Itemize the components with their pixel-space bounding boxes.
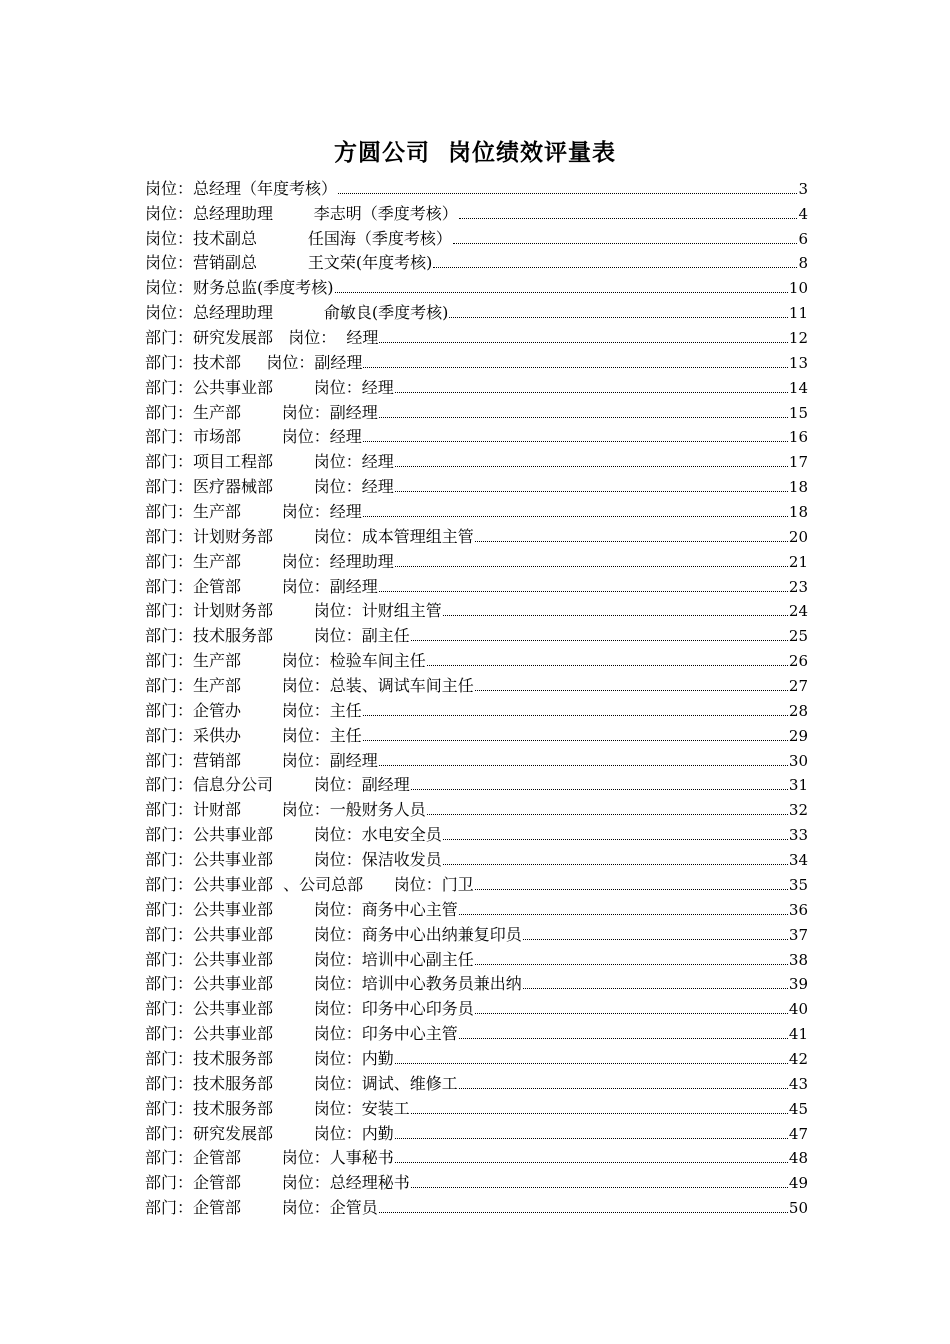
toc-dot-leader [475,889,788,890]
toc-page-number: 31 [788,776,808,795]
toc-entry-text: 部门：生产部 岗位：经理 [145,502,362,522]
toc-entry-text: 部门：公共事业部 岗位：培训中心教务员兼出纳 [145,974,522,994]
toc-entry-text: 部门：公共事业部 岗位：培训中心副主任 [145,949,474,969]
toc-entry[interactable] [145,1145,808,1170]
toc-page-number: 30 [788,751,808,770]
toc-entry-text: 岗位：总经理（年度考核） [145,178,338,198]
toc-page-number: 17 [788,453,808,472]
toc-page-number: 18 [788,478,808,497]
toc-page-number: 15 [788,403,808,422]
toc-entry-text: 部门：公共事业部 岗位：商务中心出纳兼复印员 [145,924,522,944]
toc-entry-text: 岗位：财务总监(季度考核) [145,278,334,298]
toc-dot-leader [363,441,788,442]
toc-entry-text: 部门：公共事业部 、公司总部 岗位：门卫 [145,874,474,894]
toc-page-number: 35 [788,875,808,894]
toc-dot-leader [379,417,788,418]
toc-dot-leader [395,1063,788,1064]
toc-dot-leader [379,591,788,592]
toc-dot-leader [379,1212,788,1213]
toc-entry[interactable] [145,896,808,921]
toc-entry[interactable] [145,1070,808,1095]
toc-entry-text: 部门：计划财务部 岗位：成本管理组主管 [145,526,474,546]
toc-entry-text: 部门：技术服务部 岗位：内勤 [145,1048,394,1068]
toc-entry[interactable] [145,846,808,871]
toc-entry-text: 部门：项目工程部 岗位：经理 [145,452,394,472]
toc-page-number: 28 [788,701,808,720]
toc-entry[interactable] [145,995,808,1020]
toc-entry[interactable] [145,274,808,299]
toc-entry-text: 部门：企管办 岗位：主任 [145,700,362,720]
toc-entry[interactable] [145,523,808,548]
toc-dot-leader [475,690,788,691]
toc-page-number: 36 [788,900,808,919]
toc-page-number: 3 [798,179,808,198]
toc-entry-text: 部门：公共事业部 岗位：水电安全员 [145,825,442,845]
toc-page-number: 26 [788,652,808,671]
toc-entry-text: 部门：研究发展部 岗位： 经理 [145,328,379,348]
toc-page-number: 18 [788,503,808,522]
toc-entry-text: 部门：技术服务部 岗位：副主任 [145,626,410,646]
toc-dot-leader [411,1113,788,1114]
toc-entry[interactable] [145,324,808,349]
toc-dot-leader [443,615,788,616]
toc-dot-leader [411,789,788,790]
toc-entry-text: 岗位：总经理助理 俞敏良(季度考核) [145,303,449,323]
toc-entry-text: 部门：公共事业部 岗位：印务中心印务员 [145,999,474,1019]
toc-entry-text: 部门：生产部 岗位：检验车间主任 [145,651,426,671]
toc-page-number: 8 [798,254,808,273]
toc-entry-text: 部门：生产部 岗位：总装、调试车间主任 [145,676,474,696]
toc-dot-leader [395,566,788,567]
toc-entry-text: 岗位：技术副总 任国海（季度考核） [145,228,452,248]
toc-dot-leader [459,1088,788,1089]
toc-page-number: 13 [788,353,808,372]
toc-entry-text: 部门：企管部 岗位：人事秘书 [145,1148,394,1168]
toc-dot-leader [395,466,788,467]
toc-page-number: 49 [788,1174,808,1193]
toc-page-number: 45 [788,1099,808,1118]
toc-entry[interactable] [145,548,808,573]
toc-entry-text: 部门：营销部 岗位：副经理 [145,750,378,770]
toc-page-number: 24 [788,602,808,621]
toc-entry[interactable] [145,946,808,971]
toc-page-number: 6 [798,229,808,248]
toc-dot-leader [449,317,788,318]
toc-entry-text: 部门：公共事业部 岗位：保洁收发员 [145,850,442,870]
toc-entry-text: 部门：公共事业部 岗位：经理 [145,377,394,397]
toc-page-number: 42 [788,1049,808,1068]
toc-page-number: 21 [788,552,808,571]
toc-entry[interactable] [145,250,808,275]
toc-entry-text: 部门：企管部 岗位：企管员 [145,1198,378,1218]
toc-page-number: 38 [788,950,808,969]
toc-entry[interactable] [145,871,808,896]
toc-dot-leader [363,367,787,368]
toc-page-number: 11 [788,304,808,323]
toc-dot-leader [379,342,787,343]
toc-entry-text: 岗位：总经理助理 李志明（季度考核） [145,203,458,223]
toc-dot-leader [395,1138,788,1139]
toc-entry[interactable] [145,1095,808,1120]
toc-entry-text: 部门：技术服务部 岗位：安装工 [145,1098,410,1118]
toc-dot-leader [338,193,797,194]
toc-entry-text: 部门：采供办 岗位：主任 [145,725,362,745]
toc-page-number: 16 [788,428,808,447]
toc-dot-leader [453,243,798,244]
toc-dot-leader [395,1162,788,1163]
toc-entry-text: 部门：研究发展部 岗位：内勤 [145,1123,394,1143]
toc-entry-text: 部门：医疗器械部 岗位：经理 [145,477,394,497]
toc-dot-leader [523,939,788,940]
toc-entry-text: 部门：计划财务部 岗位：计财组主管 [145,601,442,621]
toc-entry[interactable] [145,1045,808,1070]
toc-entry[interactable] [145,971,808,996]
toc-dot-leader [335,292,788,293]
toc-entry[interactable] [145,473,808,498]
toc-page-number: 10 [788,279,808,298]
toc-dot-leader [523,988,788,989]
toc-dot-leader [427,665,788,666]
toc-entry-text: 部门：计财部 岗位：一般财务人员 [145,800,426,820]
toc-entry[interactable] [145,1169,808,1194]
toc-dot-leader [459,1038,788,1039]
table-of-contents [145,175,808,1219]
toc-entry[interactable] [145,200,808,225]
toc-entry-text: 部门：生产部 岗位：副经理 [145,402,378,422]
toc-dot-leader [363,740,788,741]
toc-entry-text: 部门：信息分公司 岗位：副经理 [145,775,410,795]
toc-page-number: 23 [788,577,808,596]
toc-entry[interactable] [145,647,808,672]
toc-dot-leader [363,516,788,517]
toc-dot-leader [459,914,788,915]
toc-page-number: 50 [788,1199,808,1218]
toc-dot-leader [411,640,788,641]
toc-page-number: 34 [788,851,808,870]
toc-entry[interactable] [145,747,808,772]
toc-page-number: 40 [788,1000,808,1019]
toc-page-number: 33 [788,826,808,845]
toc-dot-leader [443,864,788,865]
toc-dot-leader [363,715,788,716]
toc-entry-text: 部门：企管部 岗位：副经理 [145,576,378,596]
toc-entry[interactable] [145,921,808,946]
toc-entry-text: 部门：市场部 岗位：经理 [145,427,362,447]
toc-page-number: 20 [788,527,808,546]
toc-entry-text: 部门：公共事业部 岗位：商务中心主管 [145,899,458,919]
toc-dot-leader [443,839,788,840]
toc-dot-leader [395,491,788,492]
toc-entry[interactable] [145,722,808,747]
toc-page-number: 4 [798,204,808,223]
toc-entry[interactable] [145,1194,808,1219]
toc-dot-leader [427,814,788,815]
toc-page-number: 29 [788,726,808,745]
toc-page-number: 14 [788,378,808,397]
document-title: 方圆公司 岗位绩效评量表 [333,139,616,166]
toc-entry[interactable] [145,796,808,821]
toc-entry[interactable] [145,424,808,449]
toc-dot-leader [475,964,788,965]
toc-entry[interactable] [145,498,808,523]
toc-entry[interactable] [145,175,808,200]
toc-dot-leader [475,1013,788,1014]
toc-entry[interactable] [145,821,808,846]
toc-dot-leader [379,765,788,766]
toc-dot-leader [475,541,788,542]
toc-entry[interactable] [145,573,808,598]
toc-entry-text: 部门：企管部 岗位：总经理秘书 [145,1173,410,1193]
toc-entry-text: 部门：技术服务部 岗位：调试、维修工 [145,1073,458,1093]
toc-dot-leader [433,267,797,268]
toc-entry-text: 部门：生产部 岗位：经理助理 [145,551,394,571]
toc-entry[interactable] [145,697,808,722]
toc-entry[interactable] [145,772,808,797]
toc-entry[interactable] [145,374,808,399]
toc-entry-text: 部门：技术部 岗位：副经理 [145,352,363,372]
toc-page-number: 27 [788,677,808,696]
toc-entry[interactable] [145,622,808,647]
toc-page-number: 43 [788,1074,808,1093]
toc-entry[interactable] [145,1120,808,1145]
toc-page-number: 41 [788,1025,808,1044]
toc-page-number: 12 [788,329,808,348]
toc-entry-text: 部门：公共事业部 岗位：印务中心主管 [145,1024,458,1044]
toc-dot-leader [459,218,798,219]
toc-page-number: 37 [788,925,808,944]
toc-entry[interactable] [145,299,808,324]
toc-page-number: 32 [788,801,808,820]
toc-entry[interactable] [145,1020,808,1045]
toc-page-number: 25 [788,627,808,646]
toc-page-number: 48 [788,1149,808,1168]
toc-page-number: 47 [788,1124,808,1143]
toc-entry[interactable] [145,349,808,374]
toc-page-number: 39 [788,975,808,994]
toc-entry[interactable] [145,225,808,250]
toc-entry[interactable] [145,448,808,473]
toc-dot-leader [411,1187,788,1188]
toc-entry-text: 岗位：营销副总 王文荣(年度考核) [145,253,433,273]
toc-entry[interactable] [145,399,808,424]
toc-dot-leader [395,392,788,393]
toc-entry[interactable] [145,598,808,623]
toc-entry[interactable] [145,672,808,697]
